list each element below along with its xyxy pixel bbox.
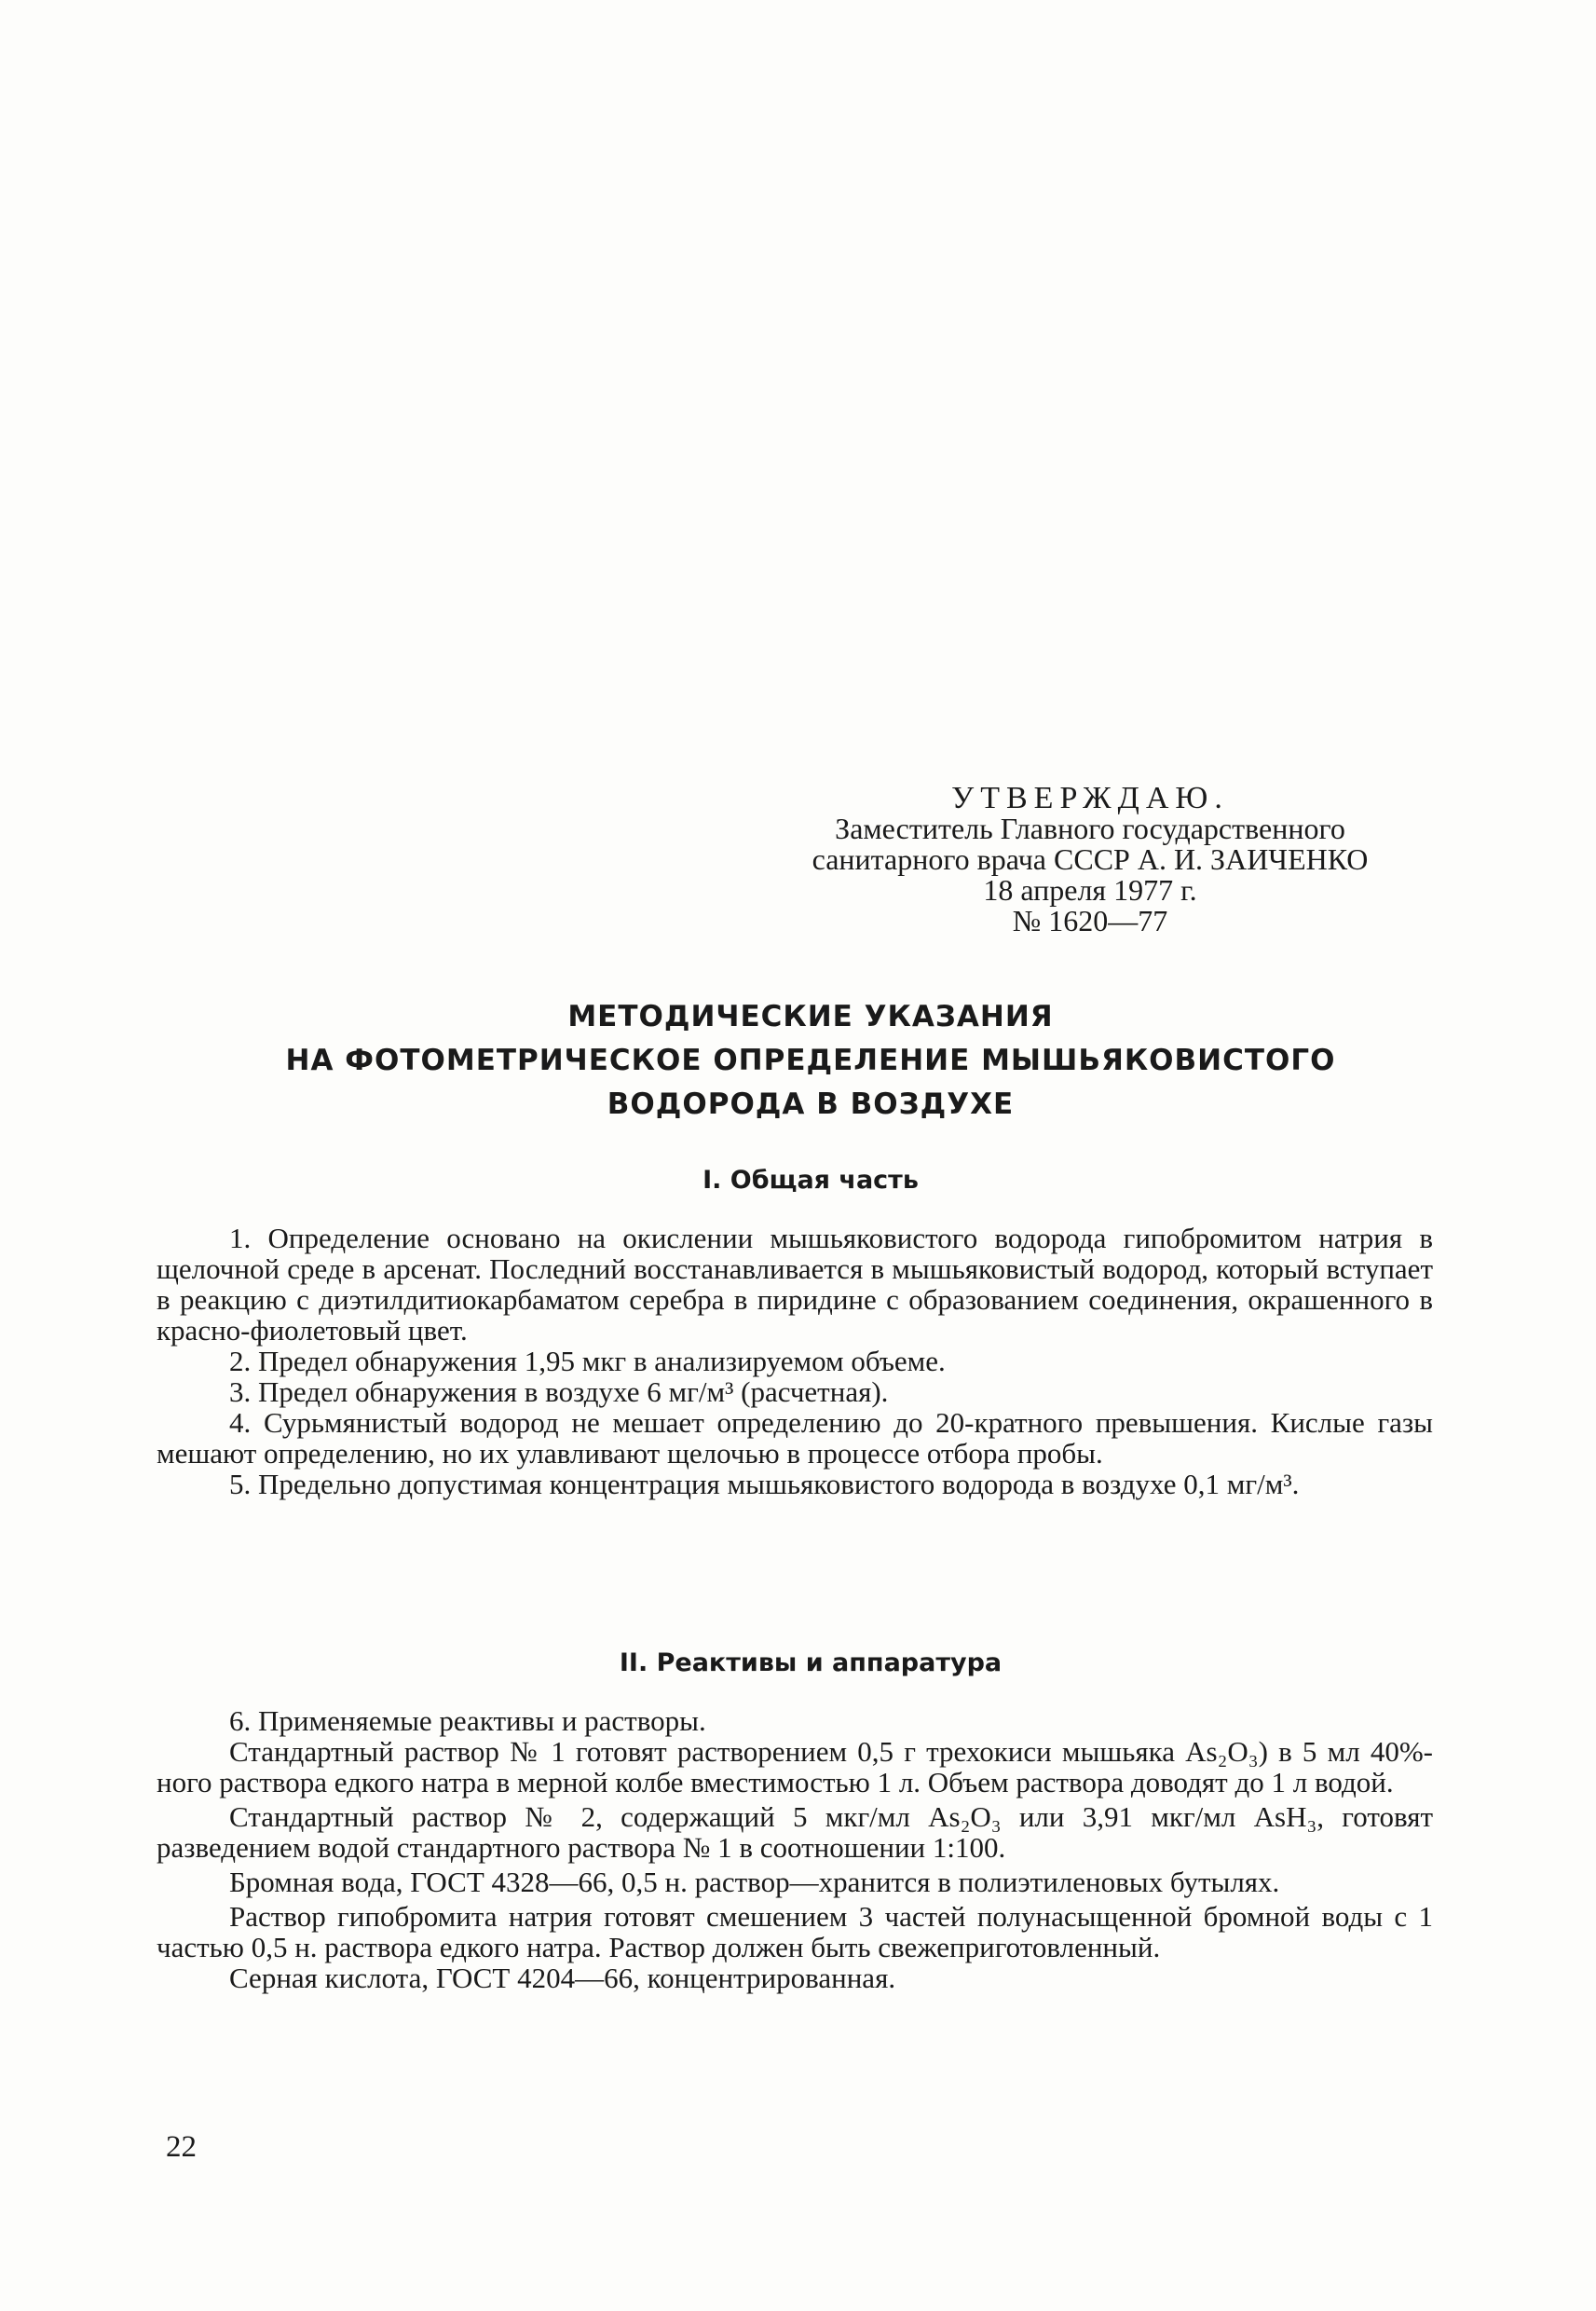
paragraph: 3. Предел обнаружения в воздухе 6 мг/м³ (расчетная). (229, 1375, 889, 1408)
section-heading-general: I. Общая часть (703, 1166, 919, 1195)
paragraph: 6. Применяемые реактивы и растворы. (229, 1704, 706, 1737)
approval-line-name: санитарного врача СССР А. И. ЗАИЧЕНКО (812, 842, 1369, 876)
title-line: ВОДОРОДА В ВОЗДУХЕ (607, 1087, 1015, 1121)
approval-word: УТВЕРЖДАЮ. (951, 781, 1229, 815)
paragraph: Бромная вода, ГОСТ 4328—66, 0,5 н. раствор—хранится в полиэтиленовых бутылях. (229, 1866, 1280, 1898)
document-title (168, 995, 1453, 1127)
paragraph: Раствор гипобромита натрия готовят смешением 3 частей полунасыщенной бромной воды с 1 частью 0,5 н. раствора едкого натра. Раствор должен быть свежеприготовленный. (157, 1900, 1433, 1963)
paragraph: 2. Предел обнаружения 1,95 мкг в анализируемом объеме. (229, 1345, 946, 1377)
paragraph: Серная кислота, ГОСТ 4204—66, концентрированная. (229, 1962, 896, 1994)
section-general-body (157, 1223, 1433, 1499)
paragraph: 4. Сурьмянистый водород не мешает определению до 20-кратного превышения. Кислые газы мешают определению, но их улавливают щелочью в процессе отбора пробы. (157, 1406, 1433, 1470)
section-heading-reagents: II. Реактивы и аппаратура (619, 1648, 1003, 1677)
paragraph: Стандартный раствор № 2, содержащий 5 мкг/мл As₂O₃ или 3,91 мкг/мл AsH₃, готовят разведением водой стандартного раствора № 1 в соотношении 1:100. (157, 1800, 1433, 1864)
approval-line-date: 18 апреля 1977 г. (983, 873, 1197, 907)
title-line: МЕТОДИЧЕСКИЕ УКАЗАНИЯ (567, 1000, 1054, 1033)
paragraph: Стандартный раствор № 1 готовят растворением 0,5 г трехокиси мышьяка As₂O₃) в 5 мл 40%-ного раствора едкого натра в мерной колбе вместимостью 1 л. Объем раствора доводят до 1 л водой. (157, 1735, 1433, 1798)
approval-line-position: Заместитель Главного государственного (835, 812, 1345, 845)
paragraph: 1. Определение основано на окислении мышьяковистого водорода гипобромитом натрия в щелочной среде в арсенат. Последний восстанавливается в мышьяковистый водород, который вступает в реакцию с диэтилдитиокарбаматом серебра в пиридине с образованием соединения, окрашенного в красно-фиолетовый цвет. (157, 1222, 1433, 1347)
approval-line-number: № 1620—77 (1012, 904, 1168, 937)
title-line: НА ФОТОМЕТРИЧЕСКОЕ ОПРЕДЕЛЕНИЕ МЫШЬЯКОВИСТОГО (285, 1044, 1336, 1077)
paragraph: 5. Предельно допустимая концентрация мышьяковистого водорода в воздухе 0,1 мг/м³. (229, 1468, 1300, 1500)
approval-block (736, 783, 1444, 937)
section-reagents-body (157, 1705, 1433, 1993)
page-number: 22 (166, 2130, 197, 2164)
